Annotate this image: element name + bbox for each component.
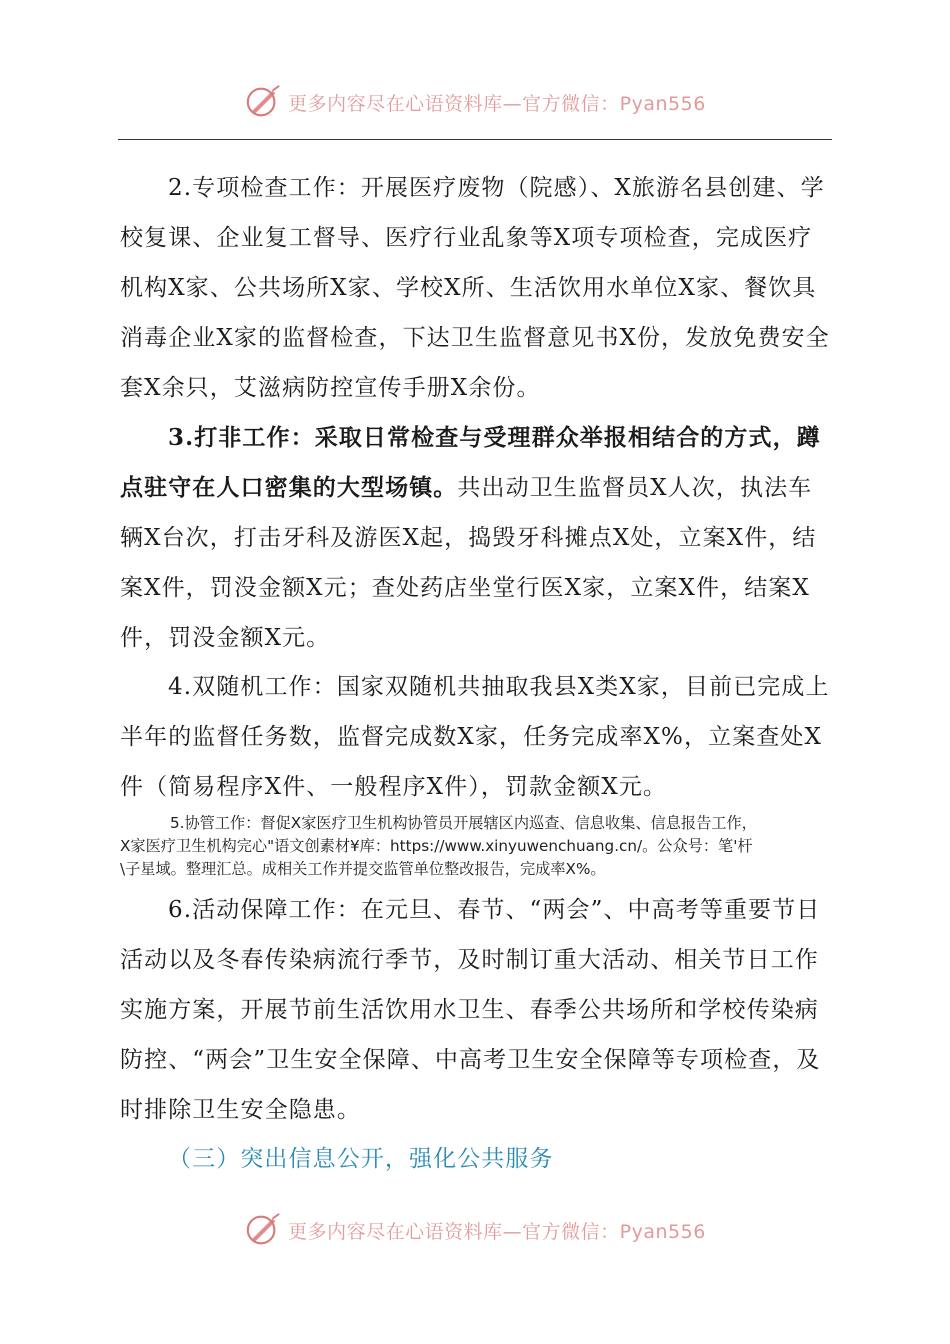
paragraph-crackdown-lead: 3.打非工作：采取日常检查与受理群众举报相结合的方式，蹲点驻守在人口密集的大型场镇。 bbox=[120, 424, 821, 501]
quill-logo-icon bbox=[244, 83, 282, 121]
section-heading: （三）突出信息公开，强化公共服务 bbox=[168, 1146, 554, 1172]
header-banner bbox=[0, 82, 950, 122]
footer-banner bbox=[0, 1210, 950, 1250]
banner-text: 更多内容尽在心语资料库—官方微信：Pyan556 bbox=[288, 92, 706, 115]
paragraph-special-inspection: 2.专项检查工作：开展医疗废物（院感）、X旅游名县创建、学校复课、企业复工督导、医疗行业乱象等X项专项检查，完成医疗机构X家、公共场所X家、学校X所、生活饮用水单位X家、餐饮具消毒企业X家的监督检查，下达卫生监督意见书X份，发放免费安全套X余只，艾滋病防控宣传手册X余份。 bbox=[120, 175, 830, 401]
quill-logo-icon bbox=[244, 1211, 282, 1249]
paragraph-coordination-line-2: X家医疗卫生机构完心"语文创素材¥库：https://www.xinyuwenchuang.cn/。公众号：笔'杆 bbox=[120, 837, 753, 855]
paragraph-double-random: 4.双随机工作：国家双随机共抽取我县X类X家，目前已完成上半年的监督任务数，监督完成数X家，任务完成率X%，立案查处X件（简易程序X件、一般程序X件），罚款金额X元。 bbox=[120, 674, 830, 800]
paragraph-event-support: 6.活动保障工作：在元旦、春节、“两会”、中高考等重要节日活动以及冬春传染病流行季节，及时制订重大活动、相关节日工作实施方案，开展节前生活饮用水卫生、春季公共场所和学校传染病防控、“两会”卫生安全保障、中高考卫生安全保障等专项检查，及时排除卫生安全隐患。 bbox=[120, 897, 821, 1123]
paragraph-crackdown bbox=[120, 413, 836, 663]
paragraph-coordination-line-3: \子星域。整理汇总。成相关工作并提交监管单位整改报告，完成率X%。 bbox=[120, 860, 606, 878]
paragraph-coordination-line-1: 5.协管工作：督促X家医疗卫生机构协管员开展辖区内巡查、信息收集、信息报告工作， bbox=[170, 814, 757, 832]
footer-banner-text: 更多内容尽在心语资料库—官方微信：Pyan556 bbox=[288, 1220, 706, 1243]
paragraph-crackdown-body: 共出动卫生监督员X人次，执法车辆X台次，打击牙科及游医X起，捣毁牙科摊点X处，立案X件，结案X件，罚没金额X元；查处药店坐堂行医X家，立案X件，结案X件，罚没金额X元。 bbox=[120, 475, 817, 651]
header-divider bbox=[118, 139, 832, 140]
